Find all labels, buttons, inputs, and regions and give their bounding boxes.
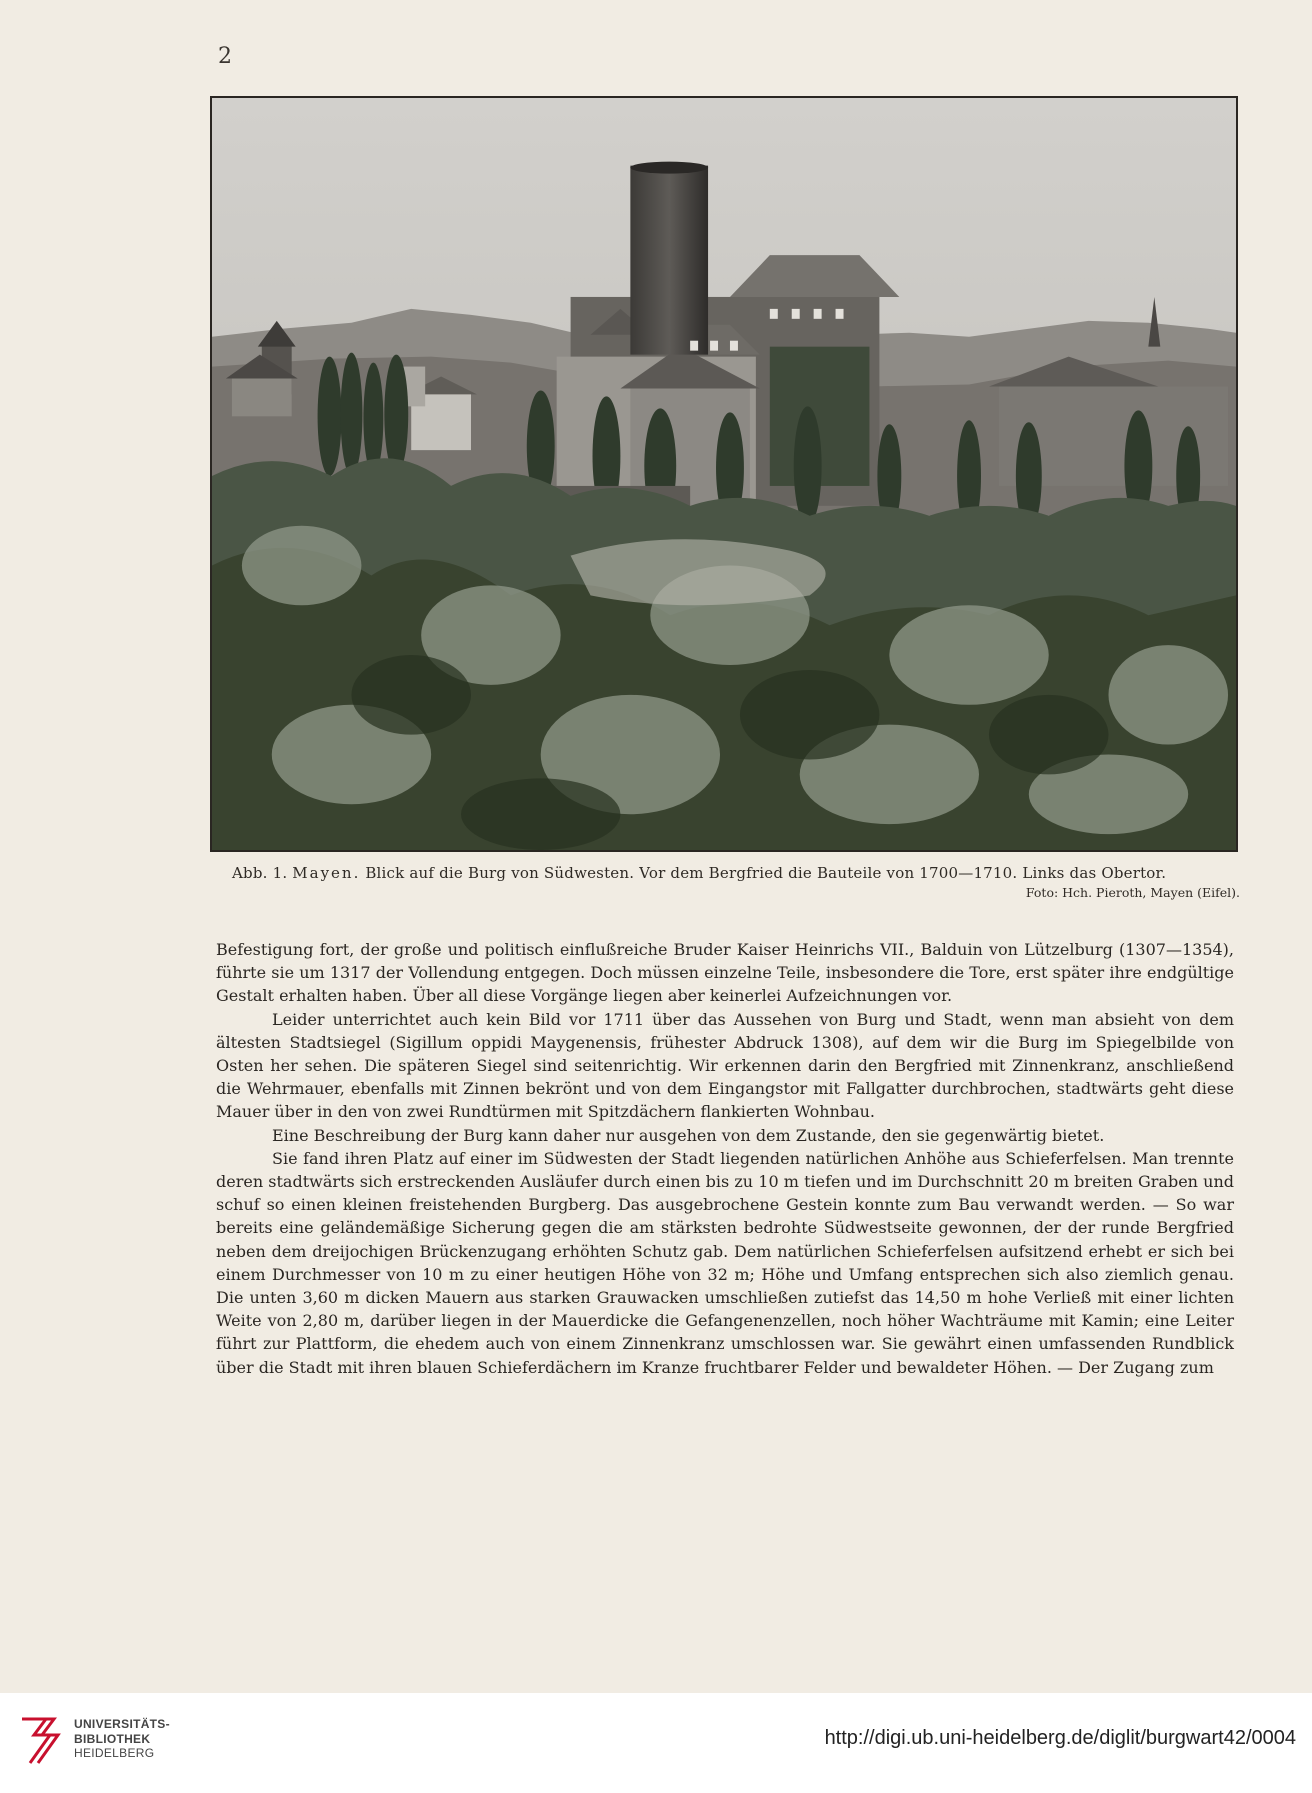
castle-photograph	[210, 96, 1238, 852]
paragraph: Eine Beschreibung der Burg kann daher nur ausgehen von dem Zustande, den sie gegenwärtig bietet.	[272, 1125, 1105, 1145]
paragraph: Sie fand ihren Platz auf einer im Südwesten der Stadt liegenden natürlichen Anhöhe aus Schieferfelsen. Man trennte deren stadtwärts sich erstreckenden Ausläufer durch einen bis zu 10 m tiefen und im Durchschnitt 20 m breiten Graben und schuf so einen kleinen freistehenden Burgberg. Das ausgebrochene Gestein konnte zum Bau verwandt werden. — So war bereits eine geländemäßige Sicherung gegen die am stärksten bedrohte Südwestseite gewonnen, der der runde Bergfried neben dem dreijochigen Brückenzugang erhöhten Schutz gab. Dem natürlichen Schieferfelsen aufsitzend erhebt er sich bei einem Durchmesser von 10 m zu einer heutigen Höhe von 32 m; Höhe und Umfang entsprechen sich also ziemlich genau. Die unten 3,60 m dicken Mauern aus starken Grauwacken umschließen zutiefst das 14,50 m hohe Verließ mit einer lichten Weite von 2,80 m, darüber liegen in der Mauerdicke die Gefangenenzellen, noch höher Wachträume mit Kamin; eine Leiter führt zur Plattform, die ehedem auch von einem Zinnenkranz umschlossen war. Sie gewährt einen umfassenden Rundblick über die Stadt mit ihren blauen Schieferdächern im Kranze fruchtbarer Felder und bewaldeter Höhen. — Der Zugang zum	[216, 1148, 1234, 1377]
paragraph: Befestigung fort, der große und politisch einflußreiche Bruder Kaiser Heinrichs VII., Balduin von Lützelburg (1307—1354), führte sie um 1317 der Vollendung entgegen. Doch müssen einzelne Teile, insbesondere die Tore, erst später ihre endgültige Gestalt erhalten haben. Über all diese Vorgänge liegen aber keinerlei Aufzeichnungen vor.	[216, 940, 1234, 1006]
source-url-link[interactable]: http://digi.ub.uni-heidelberg.de/diglit/burgwart42/0004	[824, 1727, 1296, 1749]
university-library-logo-icon[interactable]	[16, 1713, 62, 1769]
library-name-line: HEIDELBERG	[74, 1746, 155, 1760]
caption-label: Abb. 1.	[232, 864, 288, 882]
library-name-line: UNIVERSITÄTS-	[74, 1717, 170, 1731]
caption-place: Mayen.	[292, 864, 361, 882]
photo-credit: Foto: Hch. Pieroth, Mayen (Eifel).	[1025, 885, 1240, 900]
library-name[interactable]	[74, 1717, 170, 1761]
caption-text: Blick auf die Burg von Südwesten. Vor dem Bergfried die Bauteile von 1700—1710. Links das Obertor.	[365, 864, 1167, 882]
footer-bar	[0, 1693, 1312, 1793]
paragraph: Leider unterrichtet auch kein Bild vor 1711 über das Aussehen von Burg und Stadt, wenn man absieht von dem ältesten Stadtsiegel (Sigillum oppidi Maygenensis, frühester Abdruck 1308), auf dem wir die Burg im Spiegelbilde von Osten her sehen. Die späteren Siegel sind seitenrichtig. Wir erkennen darin den Bergfried mit Zinnenkranz, anschließend die Wehrmauer, ebenfalls mit Zinnen bekrönt und von dem Eingangstor mit Fallgatter durchbrochen, stadtwärts geht diese Mauer über in den von zwei Rundtürmen mit Spitzdächern flankierten Wohnbau.	[216, 1009, 1234, 1122]
body-text	[216, 938, 1234, 1379]
page-number: 2	[218, 44, 232, 69]
figure-caption	[232, 864, 1232, 882]
library-name-line: BIBLIOTHEK	[74, 1731, 151, 1746]
